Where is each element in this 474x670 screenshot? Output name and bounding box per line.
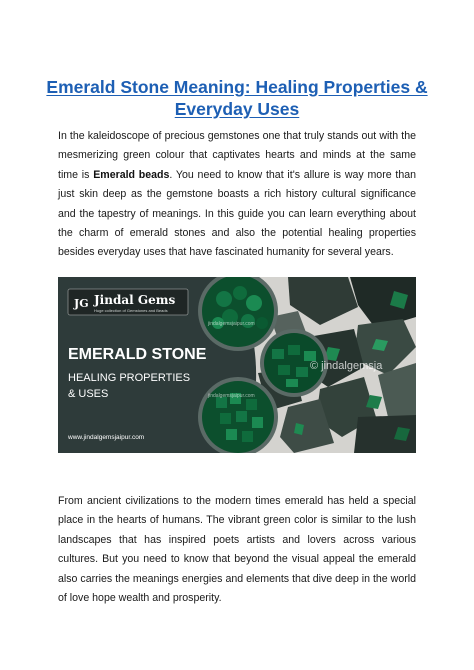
logo-mark: JG xyxy=(74,297,89,310)
emerald-stone-banner-image xyxy=(58,277,416,453)
banner-subline-2: & USES xyxy=(68,388,109,400)
banner-headline: EMERALD STONE xyxy=(68,346,207,363)
banner-subline-1: HEALING PROPERTIES xyxy=(68,372,191,384)
watermark-small-top: jindalgemsjaipur.com xyxy=(208,321,255,327)
brand-tagline: Huge collection of Gemstones and Beads xyxy=(94,308,168,313)
emerald-beads-bold: Emerald beads xyxy=(93,168,170,181)
banner-graphic xyxy=(58,277,416,453)
watermark-large: © jindalgemsja xyxy=(310,360,383,372)
document-title: Emerald Stone Meaning: Healing Properties & Everyday Uses xyxy=(46,77,428,119)
second-paragraph: From ancient civilizations to the modern times emerald has held a special place in the hearts of humans. The vibrant green color is similar to the lush landscapes that has inspired poets artists and lovers across various cultures. But you need to know that beyond the visual appeal the emerald also carries the meanings energies and elements that dive deep in the world of love hope wealth and prosperity. xyxy=(58,495,416,605)
watermark-small-bottom: jindalgemsjaipur.com xyxy=(208,393,255,399)
intro-paragraph xyxy=(58,127,416,263)
brand-name: Jindal Gems xyxy=(94,293,176,307)
intro-text-start: In the kaleidoscope of precious gemstones one that truly stands out with the mesmerizing green colour that captivates hearts and minds at the same time is xyxy=(58,130,416,181)
intro-text-end: . You need to know that it's allure is way more than just skin deep as the gemstone boasts a rich history cultural significance and the tapestry of meanings. In this guide you can learn everything about the charm of emerald stones and also the potential healing properties besides everyday uses that have fascinated humanity for several years. xyxy=(58,168,416,259)
banner-url: www.jindalgemsjaipur.com xyxy=(68,434,145,441)
